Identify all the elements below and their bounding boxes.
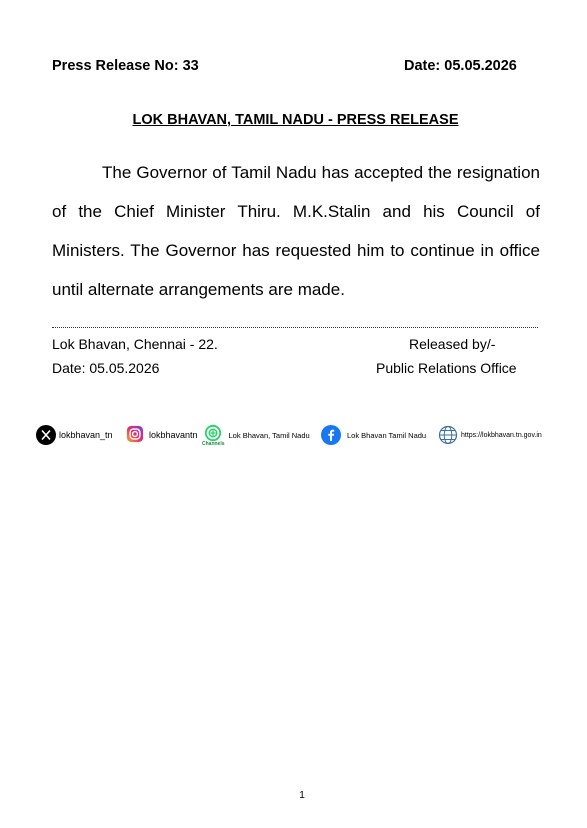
social-whatsapp[interactable]	[202, 424, 310, 447]
social-links-row	[36, 425, 546, 449]
page-title: LOK BHAVAN, TAMIL NADU - PRESS RELEASE	[132, 112, 459, 128]
issuing-office: Public Relations Office	[376, 360, 517, 376]
footer-location: Lok Bhavan, Chennai - 22.	[52, 336, 218, 352]
social-x[interactable]	[36, 425, 113, 445]
page-number: 1	[299, 790, 305, 801]
footer-date: Date: 05.05.2026	[52, 360, 160, 376]
website-url: https://lokbhavan.tn.gov.in	[461, 431, 542, 439]
instagram-handle: lokbhavantn	[149, 430, 198, 440]
social-website[interactable]	[438, 425, 542, 445]
whatsapp-channels-icon	[204, 424, 222, 442]
x-handle: lokbhavan_tn	[59, 430, 113, 440]
facebook-handle: Lok Bhavan Tamil Nadu	[347, 430, 427, 440]
press-release-number: Press Release No: 33	[52, 58, 199, 74]
social-facebook[interactable]	[321, 425, 426, 445]
whatsapp-handle: Lok Bhavan, Tamil Nadu	[228, 431, 310, 440]
globe-icon	[438, 425, 458, 445]
release-body: The Governor of Tamil Nadu has accepted the resignation of the Chief Minister Thiru. M.K.Stalin and his Council of Ministers. The Governor has requested him to continue in office until alternate arrangements are made.	[52, 163, 540, 299]
instagram-icon	[126, 425, 146, 445]
x-logo-icon	[36, 425, 56, 445]
facebook-icon	[321, 425, 341, 445]
dotted-divider	[52, 327, 538, 328]
social-instagram[interactable]	[126, 425, 198, 445]
channels-tag: Channels	[202, 441, 225, 447]
released-by: Released by/-	[409, 336, 496, 352]
release-date: Date: 05.05.2026	[404, 58, 517, 74]
